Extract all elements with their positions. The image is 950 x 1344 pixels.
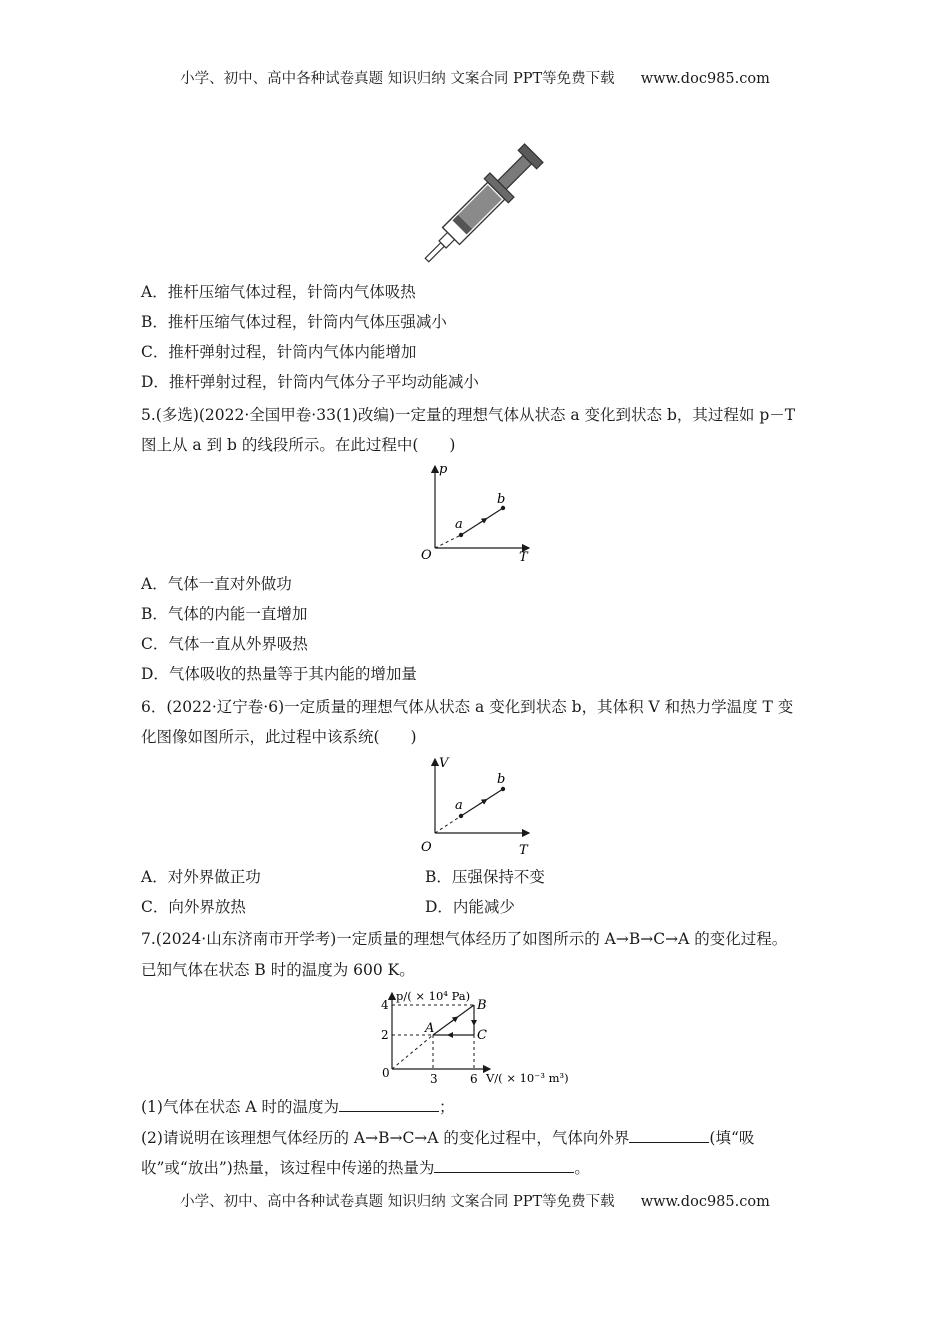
q7-part2-line1 bbox=[141, 1127, 754, 1148]
q6-option-b: B．压强保持不变 bbox=[425, 868, 545, 886]
q7-answer-blank-1[interactable] bbox=[339, 1096, 439, 1112]
syringe-figure bbox=[405, 142, 545, 270]
q7-stem-line2: 已知气体在状态 B 时的温度为 600 K。 bbox=[141, 961, 415, 979]
q7-y-tick-4: 4 bbox=[381, 998, 389, 1012]
q7-point-a-label: A bbox=[425, 1021, 435, 1036]
q7-point-c-label: C bbox=[477, 1028, 487, 1043]
q6-stem-line1: 6．(2022·辽宁卷·6)一定质量的理想气体从状态 a 变化到状态 b，其体积 V 和热力学温度 T 变 bbox=[141, 698, 794, 716]
q7-part2-text2-end: 。 bbox=[574, 1159, 590, 1177]
q5-x-axis-label: T bbox=[519, 550, 528, 565]
q5-pt-graph bbox=[415, 460, 535, 565]
q5-y-axis-label: p bbox=[439, 462, 448, 477]
q5-point-a-label: a bbox=[455, 517, 463, 532]
page-footer bbox=[0, 1192, 950, 1212]
page-header bbox=[0, 69, 950, 89]
q7-x-tick-6: 6 bbox=[470, 1072, 478, 1086]
q5-stem-line2: 图上从 a 到 b 的线段所示。在此过程中( ) bbox=[141, 436, 456, 454]
q7-part1 bbox=[141, 1096, 455, 1117]
footer-text: 小学、初中、高中各种试卷真题 知识归纳 文案合同 PPT等免费下载 bbox=[180, 1194, 615, 1210]
q4-option-c: C．推杆弹射过程，针筒内气体内能增加 bbox=[141, 343, 417, 361]
q4-option-b: B．推杆压缩气体过程，针筒内气体压强减小 bbox=[141, 313, 447, 331]
header-text: 小学、初中、高中各种试卷真题 知识归纳 文案合同 PPT等免费下载 bbox=[180, 71, 615, 87]
q7-pv-graph bbox=[370, 987, 585, 1087]
q6-point-a-label: a bbox=[455, 798, 463, 813]
q7-answer-blank-3[interactable] bbox=[434, 1157, 574, 1173]
q6-option-c: C．向外界放热 bbox=[141, 898, 246, 916]
q6-stem-line2: 化图像如图所示，此过程中该系统( ) bbox=[141, 728, 417, 746]
q7-part2-text1-end: (填“吸 bbox=[709, 1129, 755, 1147]
q5-point-b-label: b bbox=[497, 492, 506, 507]
q7-part2-text1: (2)请说明在该理想气体经历的 A→B→C→A 的变化过程中，气体向外界 bbox=[141, 1129, 630, 1147]
q5-option-a: A．气体一直对外做功 bbox=[141, 575, 292, 593]
q5-origin-label: O bbox=[421, 548, 432, 563]
q6-x-axis-label: T bbox=[519, 843, 528, 858]
q6-vt-graph bbox=[415, 755, 535, 860]
q7-y-axis-label: p/( × 10⁴ Pa) bbox=[396, 989, 471, 1003]
q7-stem-line1: 7.(2024·山东济南市开学考)一定质量的理想气体经历了如图所示的 A→B→C→A 的变化过程。 bbox=[141, 930, 788, 948]
q4-option-a: A．推杆压缩气体过程，针筒内气体吸热 bbox=[141, 283, 416, 301]
footer-url: www.doc985.com bbox=[640, 1194, 770, 1210]
q5-option-b: B．气体的内能一直增加 bbox=[141, 605, 308, 623]
q6-origin-label: O bbox=[421, 840, 432, 855]
header-url: www.doc985.com bbox=[640, 71, 770, 87]
q7-answer-blank-2[interactable] bbox=[629, 1127, 709, 1143]
q6-point-b-label: b bbox=[497, 772, 506, 787]
q7-part2-line2 bbox=[141, 1157, 590, 1178]
q6-option-d: D．内能减少 bbox=[425, 898, 515, 916]
q7-part1-text: (1)气体在状态 A 时的温度为 bbox=[141, 1098, 340, 1116]
q4-option-d: D．推杆弹射过程，针筒内气体分子平均动能减小 bbox=[141, 373, 479, 391]
q7-part1-end: ； bbox=[439, 1098, 455, 1116]
q6-y-axis-label: V bbox=[439, 756, 449, 771]
q7-part2-text2: 收”或“放出”)热量，该过程中传递的热量为 bbox=[141, 1159, 435, 1177]
q7-x-tick-3: 3 bbox=[430, 1072, 438, 1086]
q5-option-c: C．气体一直从外界吸热 bbox=[141, 635, 308, 653]
q5-stem-line1: 5.(多选)(2022·全国甲卷·33(1)改编)一定量的理想气体从状态 a 变化到状态 b，其过程如 p－T bbox=[141, 406, 796, 424]
q7-origin-label: 0 bbox=[382, 1066, 390, 1080]
q7-x-axis-label: V/( × 10⁻³ m³) bbox=[486, 1071, 569, 1085]
q5-option-d: D．气体吸收的热量等于其内能的增加量 bbox=[141, 665, 417, 683]
q7-point-b-label: B bbox=[477, 998, 487, 1013]
q6-option-a: A．对外界做正功 bbox=[141, 868, 261, 886]
q7-y-tick-2: 2 bbox=[381, 1028, 389, 1042]
